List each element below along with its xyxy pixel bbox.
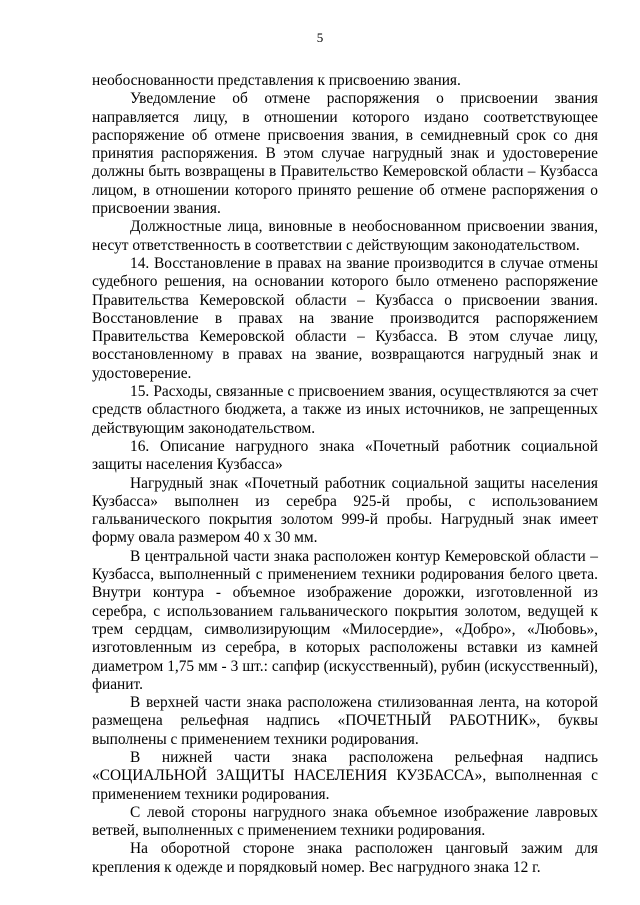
page-number: 5 — [316, 30, 324, 45]
paragraph-badge-bottom: В нижней части знака расположена рельефная надпись «СОЦИАЛЬНОЙ ЗАЩИТЫ НАСЕЛЕНИЯ КУЗБАССА», выполненная с применением техники родирования. — [92, 748, 598, 803]
paragraph-badge-left: С левой стороны нагрудного знака объемное изображение лавровых ветвей, выполненных с применением техники родирования. — [92, 803, 598, 840]
paragraph-badge-material: Нагрудный знак «Почетный работник социальной защиты населения Кузбасса» выполнен из серебра 925-й пробы, с использованием гальванического покрытия золотом 999-й пробы. Нагрудный знак имеет форму овала размером 40 х 30 мм. — [92, 474, 598, 547]
paragraph-item-16-heading: 16. Описание нагрудного знака «Почетный работник социальной защиты населения Кузбасса» — [92, 437, 598, 474]
paragraph-badge-center: В центральной части знака расположен контур Кемеровской области – Кузбасса, выполненный с применением техники родирования белого цвета. Внутри контура - объемное изображение дорожки, изготовленной из серебра, с использованием гальванического покрытия золотом, ведущей к трем сердцам, символизирующим «Милосердие», «Добро», «Любовь», изготовленным из серебра, в которых расположены вставки из камней диаметром 1,75 мм - 3 шт.: сапфир (искусственный), рубин (искусственный), фианит. — [92, 547, 598, 693]
paragraph-item-14: 14. Восстановление в правах на звание производится в случае отмены судебного решения, на основании которого было отменено распоряжение Правительства Кемеровской области – Кузбасса о присвоении звания. Восстановление в правах на звание производится распоряжением Правительства Кемеровской области – Кузбасса. В этом случае лицу, восстановленному в правах на звание, возвращаются нагрудный знак и удостоверение. — [92, 254, 598, 382]
paragraph-responsibility: Должностные лица, виновные в необоснованном присвоении звания, несут ответственность в соответствии с действующим законодательством. — [92, 218, 598, 254]
document-body — [92, 72, 598, 877]
paragraph-continuation: необоснованности представления к присвоению звания. — [92, 72, 461, 89]
paragraph-badge-reverse: На оборотной стороне знака расположен цанговый зажим для крепления к одежде и порядковый номер. Вес нагрудного знака 12 г. — [92, 840, 598, 876]
paragraph-badge-top: В верхней части знака расположена стилизованная лента, на которой размещена рельефная надпись «ПОЧЕТНЫЙ РАБОТНИК», буквы выполнены с применением техники родирования. — [92, 694, 598, 748]
paragraph-notice-revocation: Уведомление об отмене распоряжения о присвоении звания направляется лицу, в отношении которого издано соответствующее распоряжение об отмене присвоения звания, в семидневный срок со дня принятия распоряжения. В этом случае нагрудный знак и удостоверение должны быть возвращены в Правительство Кемеровской области – Кузбасса лицом, в отношении которого принято решение об отмене распоряжения о присвоении звания. — [92, 90, 598, 218]
paragraph-item-15: 15. Расходы, связанные с присвоением звания, осуществляются за счет средств областного бюджета, а также из иных источников, не запрещенных действующим законодательством. — [92, 383, 598, 437]
